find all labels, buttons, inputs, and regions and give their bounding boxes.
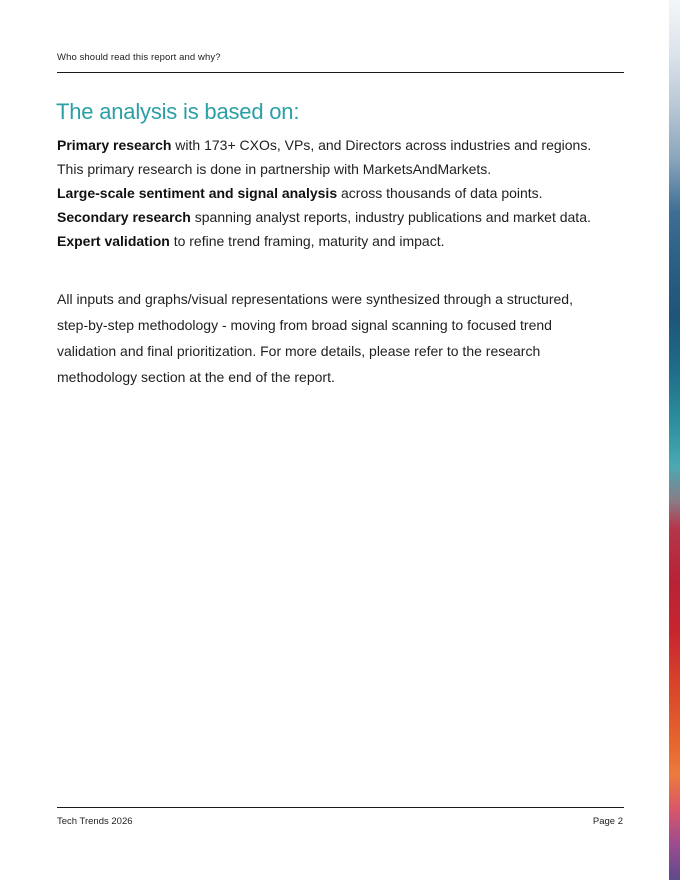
- research-basis-list: [57, 133, 602, 253]
- item-text: with 173+ CXOs, VPs, and Directors across industries and regions. This primary research is done in partnership with MarketsAndMarkets.: [57, 137, 592, 177]
- footer-divider: [57, 807, 624, 808]
- decorative-gradient-band: [669, 0, 680, 880]
- item-lead: Large-scale sentiment and signal analysis: [57, 185, 338, 201]
- item-text: to refine trend framing, maturity and impact.: [169, 233, 445, 249]
- header-divider: [57, 72, 624, 73]
- list-item: [57, 181, 602, 205]
- methodology-paragraph: All inputs and graphs/visual representations were synthesized through a structured, step-by-step methodology - moving from broad signal scanning to focused trend validation and final prioritization. For more details, please refer to the research methodology section at the end of the report.: [57, 291, 573, 385]
- item-text: across thousands of data points.: [337, 185, 543, 201]
- page-number: Page 2: [592, 816, 623, 827]
- list-item: [57, 229, 602, 253]
- footer-publication: Tech Trends 2026: [57, 816, 133, 827]
- item-text: spanning analyst reports, industry publications and market data.: [190, 209, 591, 225]
- list-item: [57, 133, 602, 181]
- list-item: [57, 205, 602, 229]
- section-title: The analysis is based on:: [56, 99, 300, 124]
- item-lead: Expert validation: [57, 233, 170, 249]
- item-lead: Primary research: [57, 137, 172, 153]
- running-header: Who should read this report and why?: [57, 52, 221, 63]
- item-lead: Secondary research: [57, 209, 191, 225]
